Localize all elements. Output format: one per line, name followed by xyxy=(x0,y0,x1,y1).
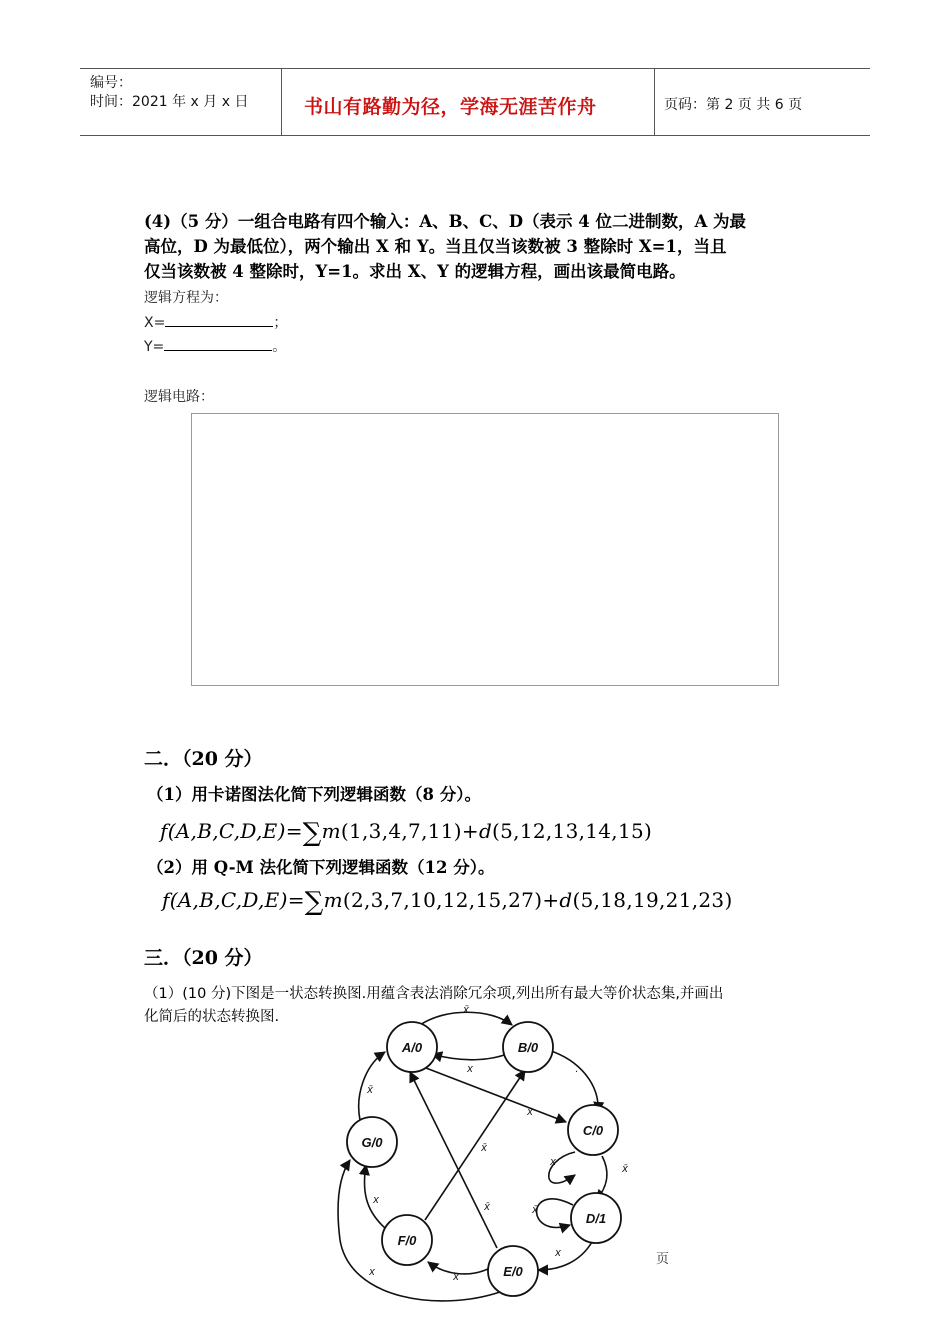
state-label-f: F/0 xyxy=(397,1233,417,1248)
edge-label-a-b: x̄ xyxy=(463,1004,469,1016)
header-motto: 书山有路勤为径，学海无涯苦作舟 xyxy=(304,96,597,118)
formula1-lhs: f(A,B,C,D,E)= xyxy=(160,819,303,843)
formula1-m: m xyxy=(321,819,341,843)
q4-equation-label: 逻辑方程为： xyxy=(144,290,228,306)
edge-label-g-a: x̄ xyxy=(367,1084,373,1096)
edge-label-e-f: x xyxy=(453,1271,459,1283)
header-number-label: 编号： xyxy=(90,75,132,91)
section2-part1: （1）用卡诺图法化简下列逻辑函数（8 分）。 xyxy=(147,785,481,804)
formula1-d: d xyxy=(478,819,493,843)
edge-label-c-self: x xyxy=(550,1156,556,1168)
edge-label-d-e: x xyxy=(555,1247,561,1259)
formula1-plus: + xyxy=(461,819,479,843)
formula1-minterms: (1,3,4,7,11) xyxy=(340,819,462,843)
q4-text-line2: 高位，D 为最低位），两个输出 X 和 Y。当且仅当该数被 3 整除时 X=1，当且 xyxy=(144,237,727,256)
state-label-g: G/0 xyxy=(361,1135,383,1150)
formula2-minterms: (2,3,7,10,12,15,27) xyxy=(342,888,543,912)
q4-y-label: Y= xyxy=(144,339,165,355)
state-label-b: B/0 xyxy=(517,1040,539,1055)
formula2-lhs: f(A,B,C,D,E)= xyxy=(162,888,305,912)
formula1-sum-symbol: ∑ xyxy=(302,818,322,848)
edge-label-a-c: x xyxy=(527,1106,533,1118)
edge-label-b-c-dot: . xyxy=(575,1063,579,1075)
state-label-a: A/0 xyxy=(401,1040,423,1055)
q4-circuit-label: 逻辑电路： xyxy=(144,389,214,405)
formula2-d: d xyxy=(559,888,573,912)
section2-part2: （2）用 Q-M 法化简下列逻辑函数（12 分）。 xyxy=(147,858,495,877)
edge-f-to-b xyxy=(425,1070,525,1220)
edge-label-c-d: x̄ xyxy=(622,1163,628,1175)
footer-page-char: 页 xyxy=(656,1252,670,1267)
edge-label-d-self: x̄ xyxy=(532,1204,538,1216)
edge-label-center: x̄ xyxy=(481,1142,487,1154)
edge-d-self-loop xyxy=(537,1199,573,1228)
edge-e-to-f xyxy=(428,1262,490,1274)
state-label-c: C/0 xyxy=(582,1123,604,1138)
edge-label-f-g: x xyxy=(373,1194,379,1206)
edge-b-to-c xyxy=(548,1050,598,1112)
q4-x-end: ； xyxy=(273,315,288,331)
formula2-plus: + xyxy=(542,888,560,912)
formula2-dontcares: (5,18,19,21,23) xyxy=(572,888,733,912)
formula1-dontcares: (5,12,13,14,15) xyxy=(492,819,653,843)
state-label-e: E/0 xyxy=(503,1264,523,1279)
edge-b-to-a xyxy=(432,1052,512,1060)
edge-d-to-e xyxy=(538,1242,592,1270)
edge-label-b-a: x xyxy=(467,1063,473,1075)
header-time-label: 时间：2021 年 x 月 x 日 xyxy=(90,94,249,110)
edge-label-e-a: x̄ xyxy=(484,1201,490,1213)
section3-paragraph-line1: （1）(10 分)下图是一状态转换图.用蕴含表法消除冗余项,列出所有最大等价状态集,并画出 xyxy=(144,986,724,1002)
q4-y-end: 。 xyxy=(272,339,287,355)
formula2-sum-symbol: ∑ xyxy=(304,887,324,917)
q4-text-line1: (4)（5 分）一组合电路有四个输入：A、B、C、D（表示 4 位二进制数，A 为最 xyxy=(144,212,747,231)
section2-title: 二．（20 分） xyxy=(144,748,263,770)
section3-paragraph-line2: 化简后的状态转换图. xyxy=(144,1009,280,1025)
state-label-d: D/1 xyxy=(585,1211,607,1226)
header-page-info: 页码：第 2 页 共 6 页 xyxy=(664,97,803,113)
edge-label-loop: x xyxy=(369,1266,375,1278)
formula2-m: m xyxy=(323,888,343,912)
section3-title: 三．（20 分） xyxy=(144,947,263,969)
q4-text-line3: 仅当该数被 4 整除时，Y=1。求出 X、Y 的逻辑方程，画出该最简电路。 xyxy=(144,262,686,281)
q4-x-label: X= xyxy=(144,315,166,331)
